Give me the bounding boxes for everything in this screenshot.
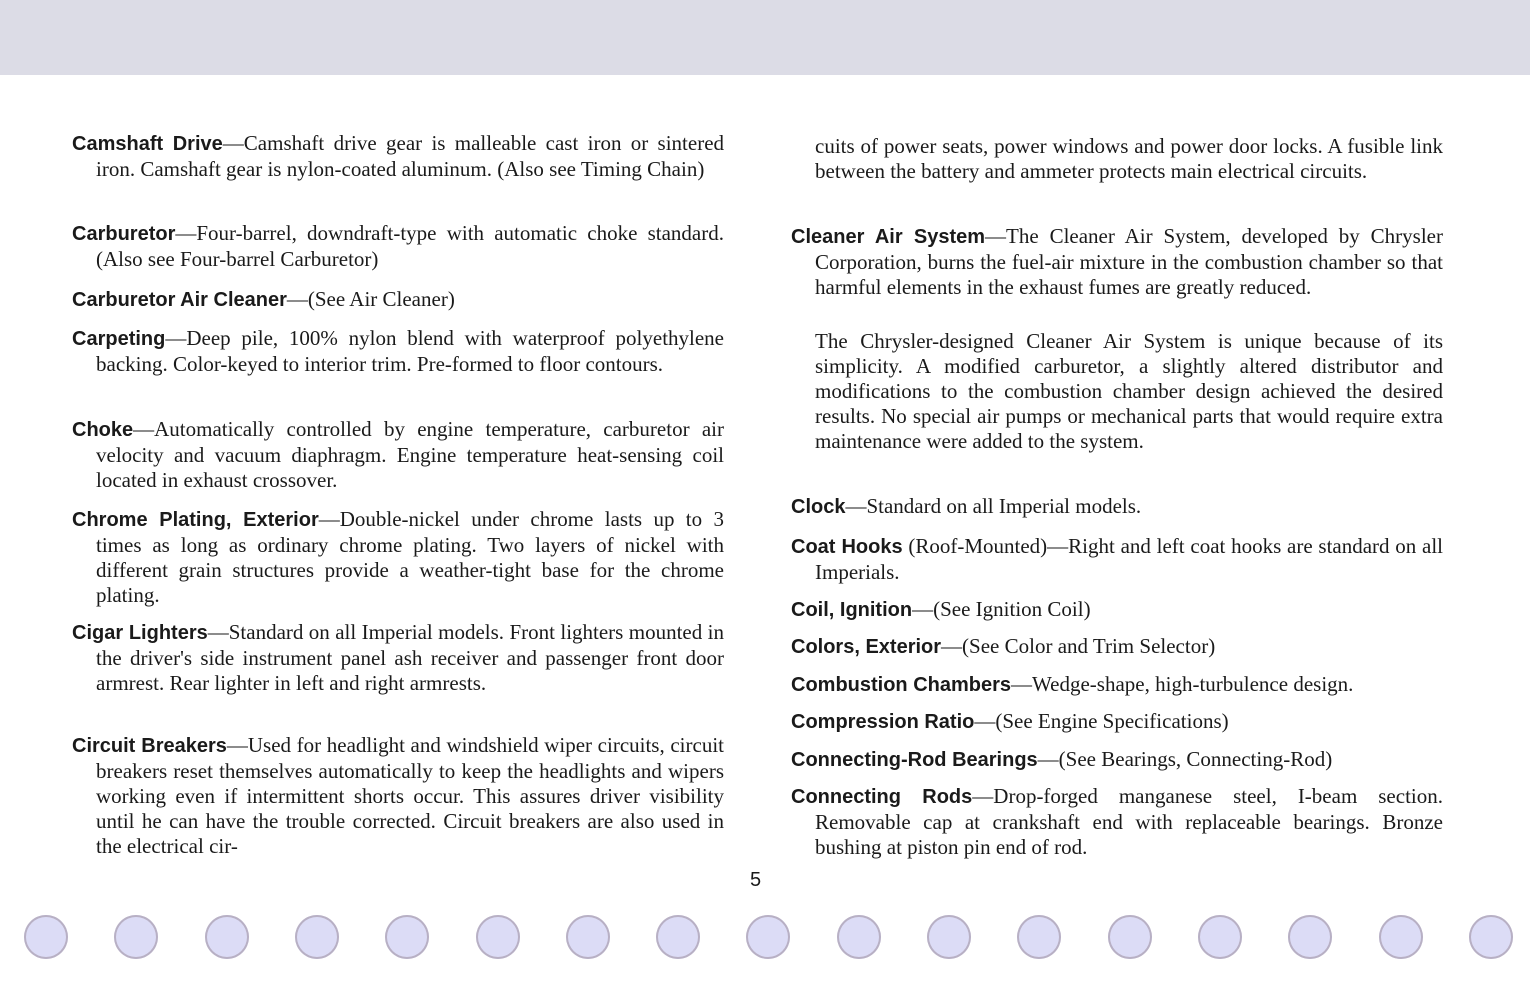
entry-cigar-lighters — [72, 620, 724, 696]
entry-text: cuits of power seats, power windows and power door locks. A fusible link between the battery and ammeter protects main electrical circuits. — [815, 134, 1443, 183]
entry-term: Carpeting — [72, 328, 166, 350]
binder-hole — [476, 915, 520, 959]
entry-text: The Chrysler-designed Cleaner Air System is unique because of its simplicity. A modified carburetor, a slightly altered distributor and modifications to the combustion chamber design achieved the desired results. No special air pumps or mechanical parts that would require extra maintenance were added to the system. — [815, 329, 1443, 453]
entry-connecting-rods — [791, 784, 1443, 860]
entry-carburetor-air-cleaner — [72, 287, 724, 313]
binder-hole — [927, 915, 971, 959]
binder-hole — [1469, 915, 1513, 959]
binder-hole — [1288, 915, 1332, 959]
entry-coat-hooks — [791, 534, 1443, 585]
binder-hole — [656, 915, 700, 959]
entry-text: —(See Bearings, Connecting-Rod) — [1037, 747, 1333, 771]
entry-term: Combustion Chambers — [791, 674, 1012, 696]
entry-term: Carburetor — [72, 223, 176, 245]
binder-hole — [205, 915, 249, 959]
entry-cleaner-air-paragraph-2 — [791, 329, 1443, 454]
entry-cleaner-air-system — [791, 224, 1443, 300]
entry-connecting-rod-bearings — [791, 747, 1443, 773]
binder-hole — [1198, 915, 1242, 959]
entry-choke — [72, 417, 724, 493]
entry-compression-ratio — [791, 709, 1443, 735]
binder-hole — [114, 915, 158, 959]
entry-term: Cigar Lighters — [72, 622, 208, 644]
binder-hole — [295, 915, 339, 959]
entry-camshaft-drive — [72, 131, 724, 182]
binder-hole — [837, 915, 881, 959]
entry-circuit-breakers — [72, 733, 724, 859]
scan-top-band — [0, 0, 1530, 75]
entry-term: Carburetor Air Cleaner — [72, 289, 287, 311]
entry-term: Clock — [791, 496, 846, 518]
binder-hole — [385, 915, 429, 959]
entry-term: Connecting Rods — [791, 786, 973, 808]
entry-text: —(See Color and Trim Selector) — [941, 634, 1216, 658]
entry-coil-ignition — [791, 597, 1443, 623]
binder-hole — [746, 915, 790, 959]
entry-text: —Four-barrel, downdraft-type with automatic choke standard. (Also see Four-barrel Carburetor) — [96, 221, 724, 271]
entry-colors-exterior — [791, 634, 1443, 660]
entry-text: —Drop-forged manganese steel, I-beam section. Removable cap at crankshaft end with replaceable bearings. Bronze bushing at piston pin end of rod. — [815, 784, 1443, 859]
entry-text: —Standard on all Imperial models. — [845, 494, 1142, 518]
entry-term: Colors, Exterior — [791, 636, 942, 658]
entry-term: Compression Ratio — [791, 711, 975, 733]
entry-text: —Standard on all Imperial models. Front lighters mounted in the driver's side instrument panel ash receiver and passenger front door armrest. Rear lighter in left and right armrests. — [96, 620, 724, 695]
binder-hole — [566, 915, 610, 959]
entry-term: Chrome Plating, Exterior — [72, 509, 319, 531]
entry-term: Circuit Breakers — [72, 735, 227, 757]
entry-text: —Camshaft drive gear is malleable cast iron or sintered iron. Camshaft gear is nylon-coated aluminum. (Also see Timing Chain) — [96, 131, 725, 181]
entry-term: Connecting-Rod Bearings — [791, 749, 1038, 771]
entry-carpeting — [72, 326, 724, 377]
binder-hole — [1379, 915, 1423, 959]
entry-text: —(See Engine Specifications) — [974, 709, 1229, 733]
binder-hole — [24, 915, 68, 959]
entry-term: Cleaner Air System — [791, 226, 986, 248]
entry-text: (Roof-Mounted)—Right and left coat hooks are standard on all Imperials. — [815, 534, 1444, 584]
entry-text: —The Cleaner Air System, developed by Chrysler Corporation, burns the fuel-air mixture in the combustion chamber so that harmful elements in the exhaust fumes are greatly reduced. — [815, 224, 1443, 299]
entry-combustion-chambers — [791, 672, 1443, 698]
entry-text: —(See Ignition Coil) — [912, 597, 1091, 621]
entry-continuation — [791, 134, 1443, 184]
entry-term: Camshaft Drive — [72, 133, 223, 155]
page-number: 5 — [750, 869, 762, 891]
binder-hole — [1108, 915, 1152, 959]
entry-text: —Deep pile, 100% nylon blend with waterproof polyethylene backing. Color-keyed to interior trim. Pre-formed to floor contours. — [96, 326, 724, 376]
entry-carburetor — [72, 221, 724, 272]
entry-text: —(See Air Cleaner) — [286, 287, 455, 311]
entry-text: —Double-nickel under chrome lasts up to 3 times as long as ordinary chrome plating. Two layers of nickel with different grain structures provide a weather-tight base for the chrome plating. — [96, 507, 725, 607]
binder-hole — [1017, 915, 1061, 959]
entry-term: Coat Hooks — [791, 536, 903, 558]
entry-clock — [791, 494, 1443, 520]
entry-text: —Automatically controlled by engine temperature, carburetor air velocity and vacuum diaphragm. Engine temperature heat-sensing coil located in exhaust crossover. — [96, 417, 724, 492]
entry-chrome-plating — [72, 507, 724, 608]
entry-text: —Used for headlight and windshield wiper circuits, circuit breakers reset themselves automatically to keep the headlights and wipers working even if intermittent shorts occur. This assures driver visibility until he can have the trouble corrected. Circuit breakers are also used in the electrical cir- — [96, 733, 724, 858]
entry-text: —Wedge-shape, high-turbulence design. — [1011, 672, 1354, 696]
entry-term: Choke — [72, 419, 134, 441]
entry-term: Coil, Ignition — [791, 599, 913, 621]
